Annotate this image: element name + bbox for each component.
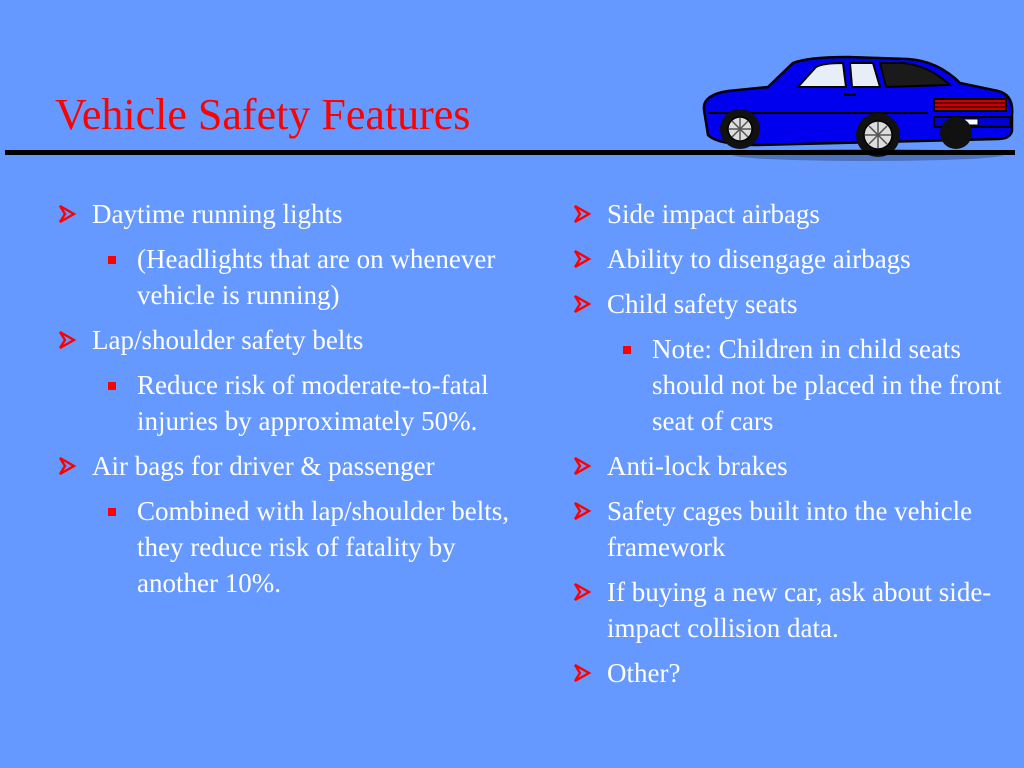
bullet-item [55,196,535,232]
arrow-bullet-icon [570,196,594,232]
bullet-text: Child safety seats [607,289,798,319]
square-bullet-icon [108,382,116,390]
sub-bullet-item [55,367,535,439]
car-icon [698,55,1016,163]
arrow-bullet-icon [55,448,79,484]
bullet-text: Other? [607,658,681,688]
bullet-item [55,322,535,358]
left-column [55,196,535,610]
bullet-text: Safety cages built into the vehicle framework [607,496,973,562]
bullet-item [570,286,1015,322]
arrow-bullet-icon [55,196,79,232]
arrow-bullet-icon [570,574,594,610]
bullet-item [570,493,1015,565]
bullet-text: If buying a new car, ask about side-impact collision data. [607,577,992,643]
sub-bullet-item [55,493,535,601]
bullet-item [570,196,1015,232]
bullet-text: Anti-lock brakes [607,451,788,481]
bullet-item [570,655,1015,691]
slide-title: Vehicle Safety Features [55,90,471,139]
right-column [570,196,1015,700]
bullet-item [570,448,1015,484]
bullet-item [570,241,1015,277]
bullet-text: Daytime running lights [92,199,343,229]
bullet-item [570,574,1015,646]
bullet-text: Air bags for driver & passenger [92,451,435,481]
sub-bullet-text: Reduce risk of moderate-to-fatal injuries by approximately 50%. [137,370,489,436]
square-bullet-icon [623,346,631,354]
bullet-item [55,448,535,484]
sub-bullet-text: Combined with lap/shoulder belts, they reduce risk of fatality by another 10%. [137,496,509,598]
bullet-text: Lap/shoulder safety belts [92,325,364,355]
arrow-bullet-icon [570,241,594,277]
arrow-bullet-icon [55,322,79,358]
arrow-bullet-icon [570,655,594,691]
sub-bullet-text: (Headlights that are on whenever vehicle is running) [137,244,496,310]
bullet-text: Side impact airbags [607,199,820,229]
title-divider [5,150,1015,155]
bullet-text: Ability to disengage airbags [607,244,911,274]
square-bullet-icon [108,508,116,516]
sub-bullet-item [55,241,535,313]
sub-bullet-item [570,331,1015,439]
arrow-bullet-icon [570,448,594,484]
sub-bullet-text: Note: Children in child seats should not be placed in the front seat of cars [652,334,1002,436]
arrow-bullet-icon [570,493,594,529]
square-bullet-icon [108,256,116,264]
arrow-bullet-icon [570,286,594,322]
